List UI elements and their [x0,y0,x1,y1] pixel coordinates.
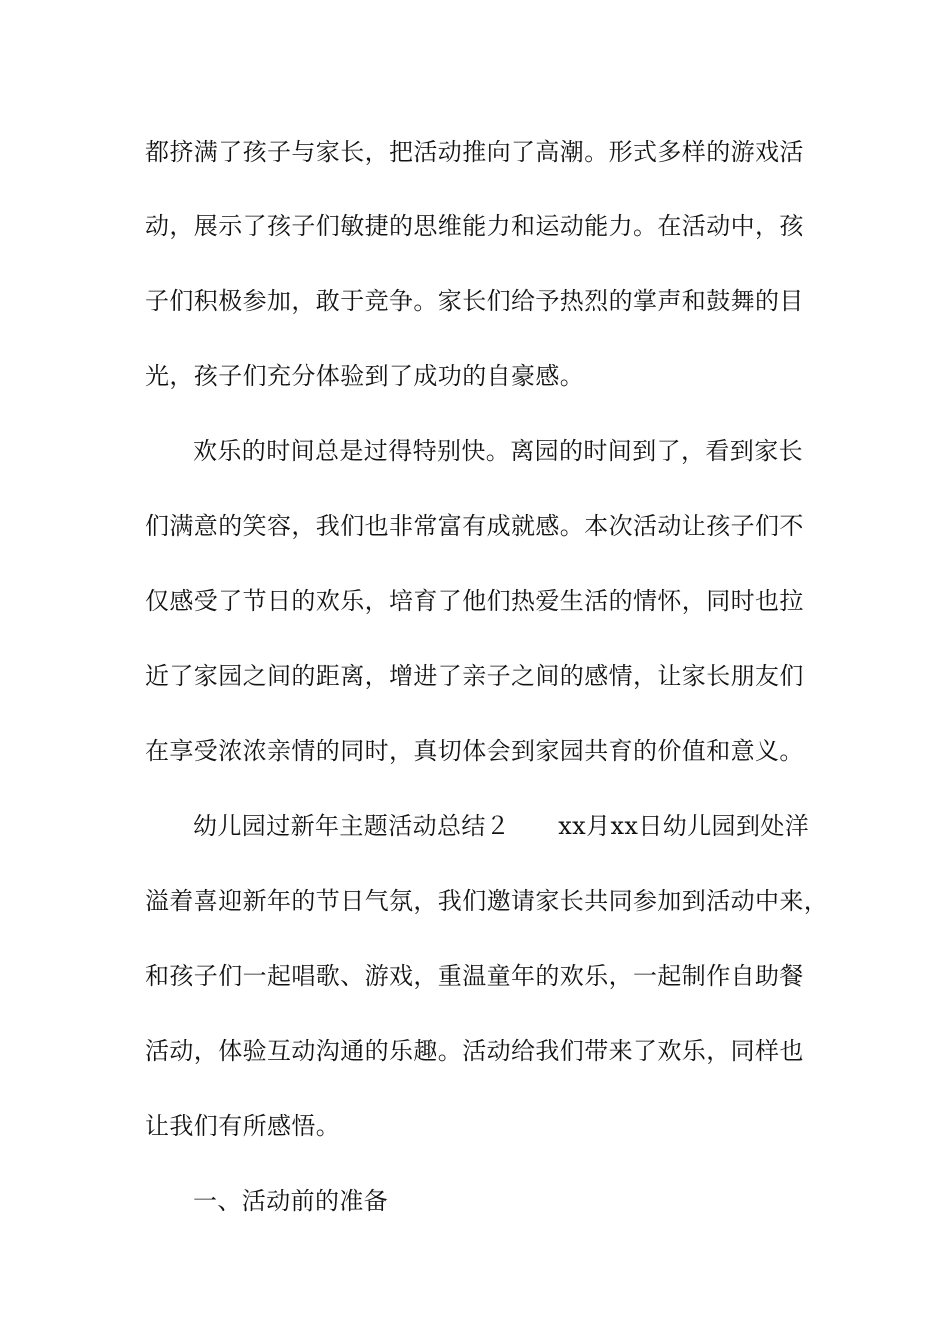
text-line: 让我们有所感悟。 [145,1112,341,1140]
subsection-heading: 一、活动前的准备 [193,1187,389,1215]
text-line: 们满意的笑容，我们也非常富有成就感。本次活动让孩子们不 [145,512,804,540]
text-line: 活动，体验互动沟通的乐趣。活动给我们带来了欢乐，同样也 [145,1037,804,1065]
section-heading-line [193,808,873,844]
text-line: 都挤满了孩子与家长，把活动推向了高潮。形式多样的游戏活 [145,138,804,166]
paragraph-first-line: 欢乐的时间总是过得特别快。离园的时间到了，看到家长 [193,437,803,465]
text-line: 子们积极参加，敢于竞争。家长们给予热烈的掌声和鼓舞的目 [145,287,804,315]
text-line: 动，展示了孩子们敏捷的思维能力和运动能力。在活动中，孩 [145,212,804,240]
text-line: 在享受浓浓亲情的同时，真切体会到家园共育的价值和意义。 [145,737,804,765]
text-line: 仅感受了节日的欢乐，培育了他们热爱生活的情怀，同时也拉 [145,587,804,615]
section-title: 幼儿园过新年主题活动总结２ [193,812,511,840]
text-line: 溢着喜迎新年的节日气氛，我们邀请家长共同参加到活动中来， [145,887,829,915]
text-line: 近了家园之间的距离，增进了亲子之间的感情，让家长朋友们 [145,662,804,690]
text-line: 和孩子们一起唱歌、游戏，重温童年的欢乐，一起制作自助餐 [145,962,804,990]
section-date-text: xx月xx日幼儿园到处洋 [558,812,810,840]
text-line: 光，孩子们充分体验到了成功的自豪感。 [145,362,585,390]
